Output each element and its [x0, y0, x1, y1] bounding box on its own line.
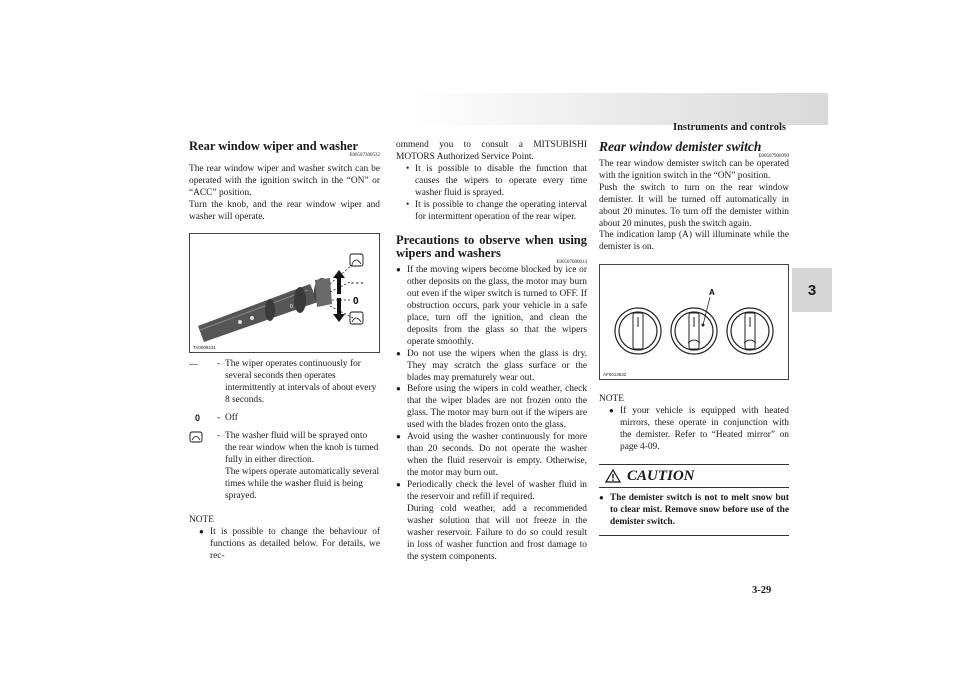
- list-item: ● Periodically check the level of washer fluid in the reservoir and refill if required. During cold weather, add a recommended washer solution that will not freeze in the washer reservoir. Failure to do so could result in loss of washer function and frost damage to the system components.: [396, 480, 587, 564]
- heading-precautions: Precautions to observe when using wipers and washers E00507600014: [396, 232, 587, 266]
- figure-id: AF0013632: [603, 371, 627, 377]
- wiper-switch-figure: [189, 233, 380, 353]
- list-item: ● Before using the wipers in cold weather, check that the wiper blades are not frozen onto the glass. The motor may burn out if the wipers are used with the blades frozen onto the glass.: [396, 384, 587, 432]
- description-washer: - The washer fluid will be sprayed onto the rear window when the knob is turned fully in either direction. The wipers operate automatically several times while the washer fluid is being sprayed.: [189, 431, 380, 503]
- chapter-tab: 3: [792, 268, 832, 312]
- note-item: ● It is possible to change the behaviour of functions as detailed below. For details, we rec-: [199, 527, 380, 563]
- column-3: [599, 140, 789, 536]
- section-title: Instruments and controls: [673, 122, 786, 133]
- off-symbol: 0: [195, 413, 201, 424]
- wiper-lever-illustration: [190, 234, 379, 352]
- description-interval: --- - The wiper operates continuously for several seconds then operates intermittently at intervals of about every 8 seconds.: [189, 359, 377, 406]
- intro-paragraph: Turn the knob, and the rear window wiper and washer will operate.: [189, 199, 380, 222]
- function-list: [396, 164, 587, 224]
- paragraph: Push the switch to turn on the rear window demister. It will be turned off automatically in about 20 minutes. To turn off the demister within about 20 minutes, push the switch again.: [599, 182, 789, 229]
- list-item: • It is possible to disable the function that causes the wipers to operate every time washer fluid is sprayed.: [406, 164, 587, 200]
- svg-text:- - -: - - -: [351, 278, 364, 288]
- paragraph: The indication lamp (A) will illuminate while the demister is on.: [599, 230, 789, 253]
- description-off: 0 - Off: [189, 413, 380, 425]
- list-item: ● Avoid using the washer continuously for more than 20 seconds. Do not operate the washer when the fluid reservoir is empty. Otherwise, the motor may burn out.: [396, 432, 587, 480]
- caution-title: CAUTION: [627, 467, 695, 484]
- figure-id: TA0009231: [193, 344, 216, 350]
- interval-symbol: ---: [189, 359, 198, 370]
- note-label: NOTE: [189, 514, 214, 525]
- column-2: [396, 140, 587, 564]
- caution-item: ● The demister switch is not to melt snow but to clear mist. Remove snow before use of the demister switch.: [599, 493, 789, 529]
- note-list: [199, 527, 380, 563]
- heading-demister: Rear window demister switch E00507900990: [599, 139, 789, 159]
- continuation-text: ommend you to consult a MITSUBISHI MOTORS Authorized Service Point.: [396, 140, 587, 162]
- lamp-label-a: A: [709, 288, 715, 298]
- washer-icon: [189, 431, 217, 503]
- list-item: ● If the moving wipers become blocked by ice or other deposits on the glass, the motor may burn out even if the wiper switch is turned to OFF. If obstruction occurs, park your vehicle in a safe place, turn off the ignition, and clean the deposits from the glass so that the wipers operate smoothly.: [396, 265, 587, 349]
- intro-paragraph: The rear window wiper and washer switch can be operated with the ignition switch in the “ON” or “ACC” position.: [189, 163, 380, 198]
- demister-knobs-illustration: [600, 265, 788, 379]
- caution-list: [599, 493, 789, 529]
- warning-triangle-icon: [599, 469, 627, 483]
- note-item: ● If your vehicle is equipped with heated mirrors, these operate in conjunction with the demister. Refer to “Heated mirror” on page 4-09.: [609, 406, 789, 454]
- demister-figure: [599, 264, 789, 380]
- heading-code: E00507900990: [758, 153, 789, 159]
- list-item: • It is possible to change the operating interval for intermittent operation of the rear wiper.: [406, 200, 587, 224]
- svg-text:0: 0: [290, 304, 293, 311]
- caution-box: [599, 464, 789, 536]
- paragraph: The rear window demister switch can be operated with the ignition switch in the “ON” position.: [599, 158, 789, 181]
- heading-code: E00507300532: [349, 152, 380, 158]
- header-band: [412, 93, 828, 125]
- list-item: ● Do not use the wipers when the glass is dry. They may scratch the glass surface or the blades may prematurely wear out.: [396, 349, 587, 385]
- note-list: [609, 406, 789, 454]
- column-1: [189, 140, 380, 563]
- precaution-list: [396, 265, 587, 563]
- heading-rear-wiper: Rear window wiper and washer E00507300532: [189, 139, 380, 158]
- heading-code: E00507600014: [556, 260, 587, 266]
- svg-text:0: 0: [353, 296, 359, 308]
- note-label: NOTE: [599, 394, 624, 405]
- page-number: 3-29: [752, 585, 772, 596]
